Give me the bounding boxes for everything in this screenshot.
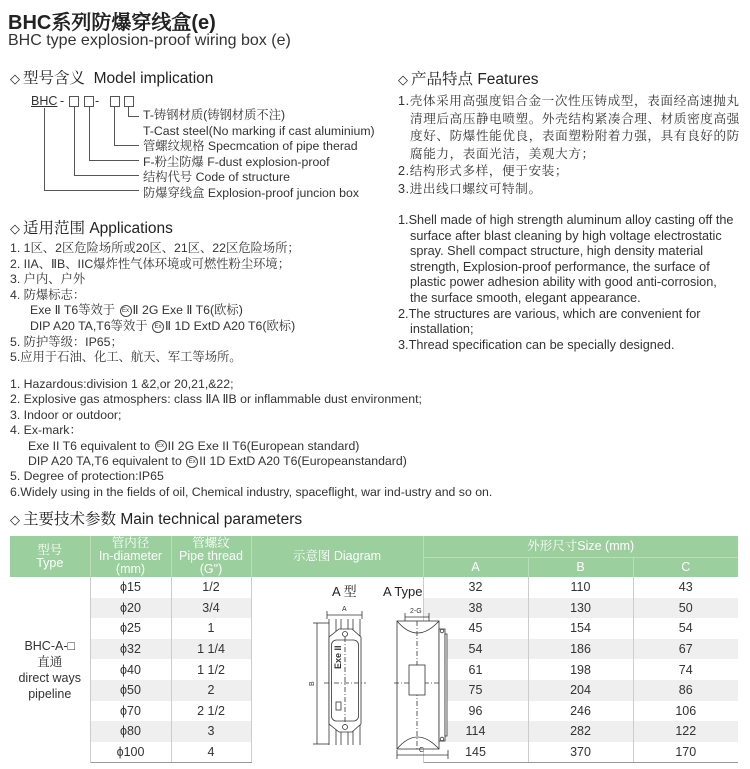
code-box xyxy=(110,96,120,107)
features-heading xyxy=(398,67,539,89)
model-line: T-Cast steel(No marking if cast aluminium) xyxy=(143,123,375,138)
application-item: 5. Degree of protection:IP65 xyxy=(10,469,164,484)
feature-line: installation; xyxy=(410,322,474,337)
page-title-en: BHC type explosion-proof wiring box (e) xyxy=(8,32,291,49)
model-code-dash: - xyxy=(95,94,100,108)
application-item: DIP A20 TA,T6 equivalent to Ex II 1D ExtD A20 T6(Europeanstandard) xyxy=(28,454,407,469)
feature-line: strength, Explosion-proof performance, the surface of xyxy=(410,259,710,274)
application-item: DIP A20 TA,T6等效于 Ex Ⅱ 1D ExtD A20 T6(欧标) xyxy=(30,318,296,333)
features-en-list xyxy=(398,213,733,353)
cell-size-b: 282 xyxy=(528,721,633,742)
diagram-label-en: A Type xyxy=(383,584,423,599)
application-item: 1. 1区、2区危险场所或20区、21区、22区危险场所； xyxy=(10,241,300,255)
model-legend xyxy=(143,108,375,201)
feature-line: spray. Shell compact structure, high density material xyxy=(410,244,704,259)
params-heading-cn: 主要技术参数 xyxy=(23,511,117,528)
cell-size-c: 106 xyxy=(675,703,697,718)
application-item: 2. IIA、ⅡB、IIC爆炸性气体环境或可燃性粉尘环境； xyxy=(10,256,291,271)
model-code-prefix: BHC xyxy=(31,94,58,108)
ex-mark-icon: Ex xyxy=(186,456,198,468)
cell-diameter: ϕ70 xyxy=(90,701,171,722)
header-size-b: B xyxy=(528,557,633,577)
cell-thread: 1 1/4 xyxy=(171,639,251,660)
feature-line: 2.The structures are various, which are convenient for xyxy=(398,306,701,321)
type-a-diagram xyxy=(284,579,489,764)
cell-size-c: 170 xyxy=(633,742,738,763)
cell-diameter: ϕ15 xyxy=(90,577,171,598)
ex-mark-icon: Ex xyxy=(152,321,164,333)
dim-c-label: C xyxy=(419,747,425,754)
cell-size-a: 114 xyxy=(423,721,528,742)
header-diagram: 示意图 Diagram xyxy=(251,536,423,577)
feature-line: 腐能力，表面光洁，美观大方； xyxy=(410,146,595,161)
application-item: 1. Hazardous:division 1 &2,or 20,21,&22; xyxy=(10,377,234,391)
model-line: F-粉尘防爆 F-dust explosion-proof xyxy=(143,154,330,169)
feature-line: plastic power adhesion ability with good anti-corrosion, xyxy=(410,275,717,290)
plate-text: Exe II xyxy=(333,645,343,669)
model-line: 结构代号 Code of structure xyxy=(143,170,290,184)
application-item: 2. Explosive gas atmosphers: class ⅡA ⅡB or inflammable dust environment; xyxy=(10,392,422,407)
type-cell: BHC-A-□ 直通 direct ways pipeline xyxy=(10,577,90,763)
cell-size-a: 61 xyxy=(423,659,528,680)
cell-size-c: 43 xyxy=(678,580,693,595)
diamond-icon: ◇ xyxy=(10,512,20,527)
cell-diameter: ϕ50 xyxy=(90,680,171,701)
cell-thread: 4 xyxy=(171,742,251,763)
cell-diameter: ϕ32 xyxy=(90,639,171,660)
model-code-dash: - xyxy=(60,94,65,108)
header-type: 型号 Type xyxy=(10,536,90,577)
application-item: 3. Indoor or outdoor; xyxy=(10,407,122,422)
cell-size-b: 198 xyxy=(528,659,633,680)
applications-en-list xyxy=(10,377,492,500)
header-diameter: 管内径 In-diameter (mm) xyxy=(90,536,171,577)
cell-size-a: 96 xyxy=(423,701,528,722)
cell-thread: 3/4 xyxy=(171,598,251,619)
features-heading-en: Features xyxy=(477,71,539,88)
cell-size-b: 246 xyxy=(528,701,633,722)
cell-size-a: 45 xyxy=(423,618,528,639)
cell-size-b: 154 xyxy=(528,618,633,639)
cell-size-c: 122 xyxy=(633,721,738,742)
cell-size-a: 32 xyxy=(423,577,528,598)
application-item: Exe Ⅱ T6等效于 Ex Ⅱ 2G Exe Ⅱ T6(欧标) xyxy=(30,303,243,318)
applications-heading-cn: 适用范围 xyxy=(23,220,86,237)
cell-diameter: ϕ20 xyxy=(90,598,171,619)
cell-size-b: 110 xyxy=(528,577,633,598)
code-box xyxy=(124,96,134,107)
feature-line: 清理后高压静电喷塑。外壳结构紧凑合理、材质密度高强 xyxy=(410,111,740,126)
dim-b-label: B xyxy=(309,681,316,686)
header-size-a: A xyxy=(423,557,528,577)
cell-diameter: ϕ80 xyxy=(90,721,171,742)
cell-size-a: 75 xyxy=(423,680,528,701)
code-box xyxy=(84,96,94,107)
applications-heading xyxy=(10,216,173,238)
feature-line: surface after blast cleaning by high voltage electrostatic xyxy=(410,228,722,243)
application-item: 3. 户内、户外 xyxy=(10,272,86,287)
cell-size-c: 86 xyxy=(633,680,738,701)
cell-thread: 1/2 xyxy=(171,577,251,598)
cell-size-c: 54 xyxy=(678,621,693,636)
application-item: 5. 防护等级：IP65； xyxy=(10,334,123,349)
application-item: 4. Ex-mark： xyxy=(10,423,82,438)
dim-a-label: A xyxy=(342,606,347,613)
feature-line: 1.Shell made of high strength aluminum alloy casting off the xyxy=(398,213,734,227)
features-cn-list xyxy=(398,93,740,198)
feature-line: 1.壳体采用高强度铝合金一次性压铸成型，表面经高速抛丸 xyxy=(398,94,740,108)
feature-line: 3.进出线口螺纹可特制。 xyxy=(398,181,542,196)
application-item: 6.Widely using in the fields of oil, Chemical industry, spaceflight, war ind-ustry and so on. xyxy=(10,484,493,499)
cell-diameter: ϕ100 xyxy=(90,742,171,763)
cell-thread: 2 xyxy=(171,680,251,701)
cell-size-a: 54 xyxy=(423,639,528,660)
feature-line: 2.结构形式多样，便于安装； xyxy=(398,164,569,178)
header-size: 外形尺寸Size (mm) xyxy=(423,536,738,557)
model-line: T-铸钢材质(铸钢材质不注) xyxy=(143,108,286,122)
diagram-label-cn: A 型 xyxy=(332,584,357,599)
cell-thread: 3 xyxy=(171,721,251,742)
cell-size-c: 50 xyxy=(633,598,738,619)
cell-size-a: 145 xyxy=(423,742,528,763)
ex-mark-icon: Ex xyxy=(155,440,167,452)
params-heading-en: Main technical parameters xyxy=(120,511,303,528)
cell-thread: 1 1/2 xyxy=(171,659,251,680)
feature-line: 3.Thread specification can be specially designed. xyxy=(398,337,675,352)
model-heading-cn: 型号含义 xyxy=(23,70,86,87)
application-item: Exe II T6 equivalent to Ex II 2G Exe II T6(European standard) xyxy=(28,438,360,453)
application-item: 5.应用于石油、化工、航天、军工等场所。 xyxy=(10,350,242,365)
page-title-cn: BHC系列防爆穿线盒(e) xyxy=(8,12,216,34)
cell-size-c: 67 xyxy=(633,639,738,660)
application-item: 4. 防爆标志： xyxy=(10,287,86,302)
features-heading-cn: 产品特点 xyxy=(411,71,474,88)
diamond-icon: ◇ xyxy=(398,72,408,87)
header-thread: 管螺纹 Pipe thread (G") xyxy=(171,536,251,577)
model-line: 管螺纹规格 Specmcation of pipe therad xyxy=(143,139,358,153)
front-view xyxy=(309,606,366,745)
ex-mark-icon: Ex xyxy=(120,305,132,317)
side-view xyxy=(394,608,448,759)
model-heading-en: Model implication xyxy=(93,70,214,87)
params-heading xyxy=(10,507,302,529)
cell-thread: 1 xyxy=(171,618,251,639)
diamond-icon: ◇ xyxy=(10,221,20,236)
cell-size-c: 74 xyxy=(678,662,693,677)
diamond-icon: ◇ xyxy=(10,71,20,86)
dim-g-label: 2-G xyxy=(410,608,422,615)
model-heading xyxy=(10,66,213,88)
cell-size-a: 38 xyxy=(423,598,528,619)
feature-line: 度好、防爆性能优良，表面塑粉附着力强，具有良好的防 xyxy=(410,129,740,143)
cell-size-b: 130 xyxy=(528,598,633,619)
cell-size-b: 186 xyxy=(528,639,633,660)
cell-diameter: ϕ25 xyxy=(90,618,171,639)
cell-thread: 2 1/2 xyxy=(171,701,251,722)
model-line: 防爆穿线盒 Explosion-proof juncion box xyxy=(143,185,359,200)
code-box xyxy=(69,96,79,107)
feature-line: the surface smooth, elegant appearance. xyxy=(410,290,641,305)
applications-cn-list xyxy=(10,241,300,366)
applications-heading-en: Applications xyxy=(89,220,173,237)
cell-size-b: 204 xyxy=(528,680,633,701)
cell-size-b: 370 xyxy=(528,742,633,763)
header-size-c: C xyxy=(633,557,738,577)
cell-diameter: ϕ40 xyxy=(90,659,171,680)
